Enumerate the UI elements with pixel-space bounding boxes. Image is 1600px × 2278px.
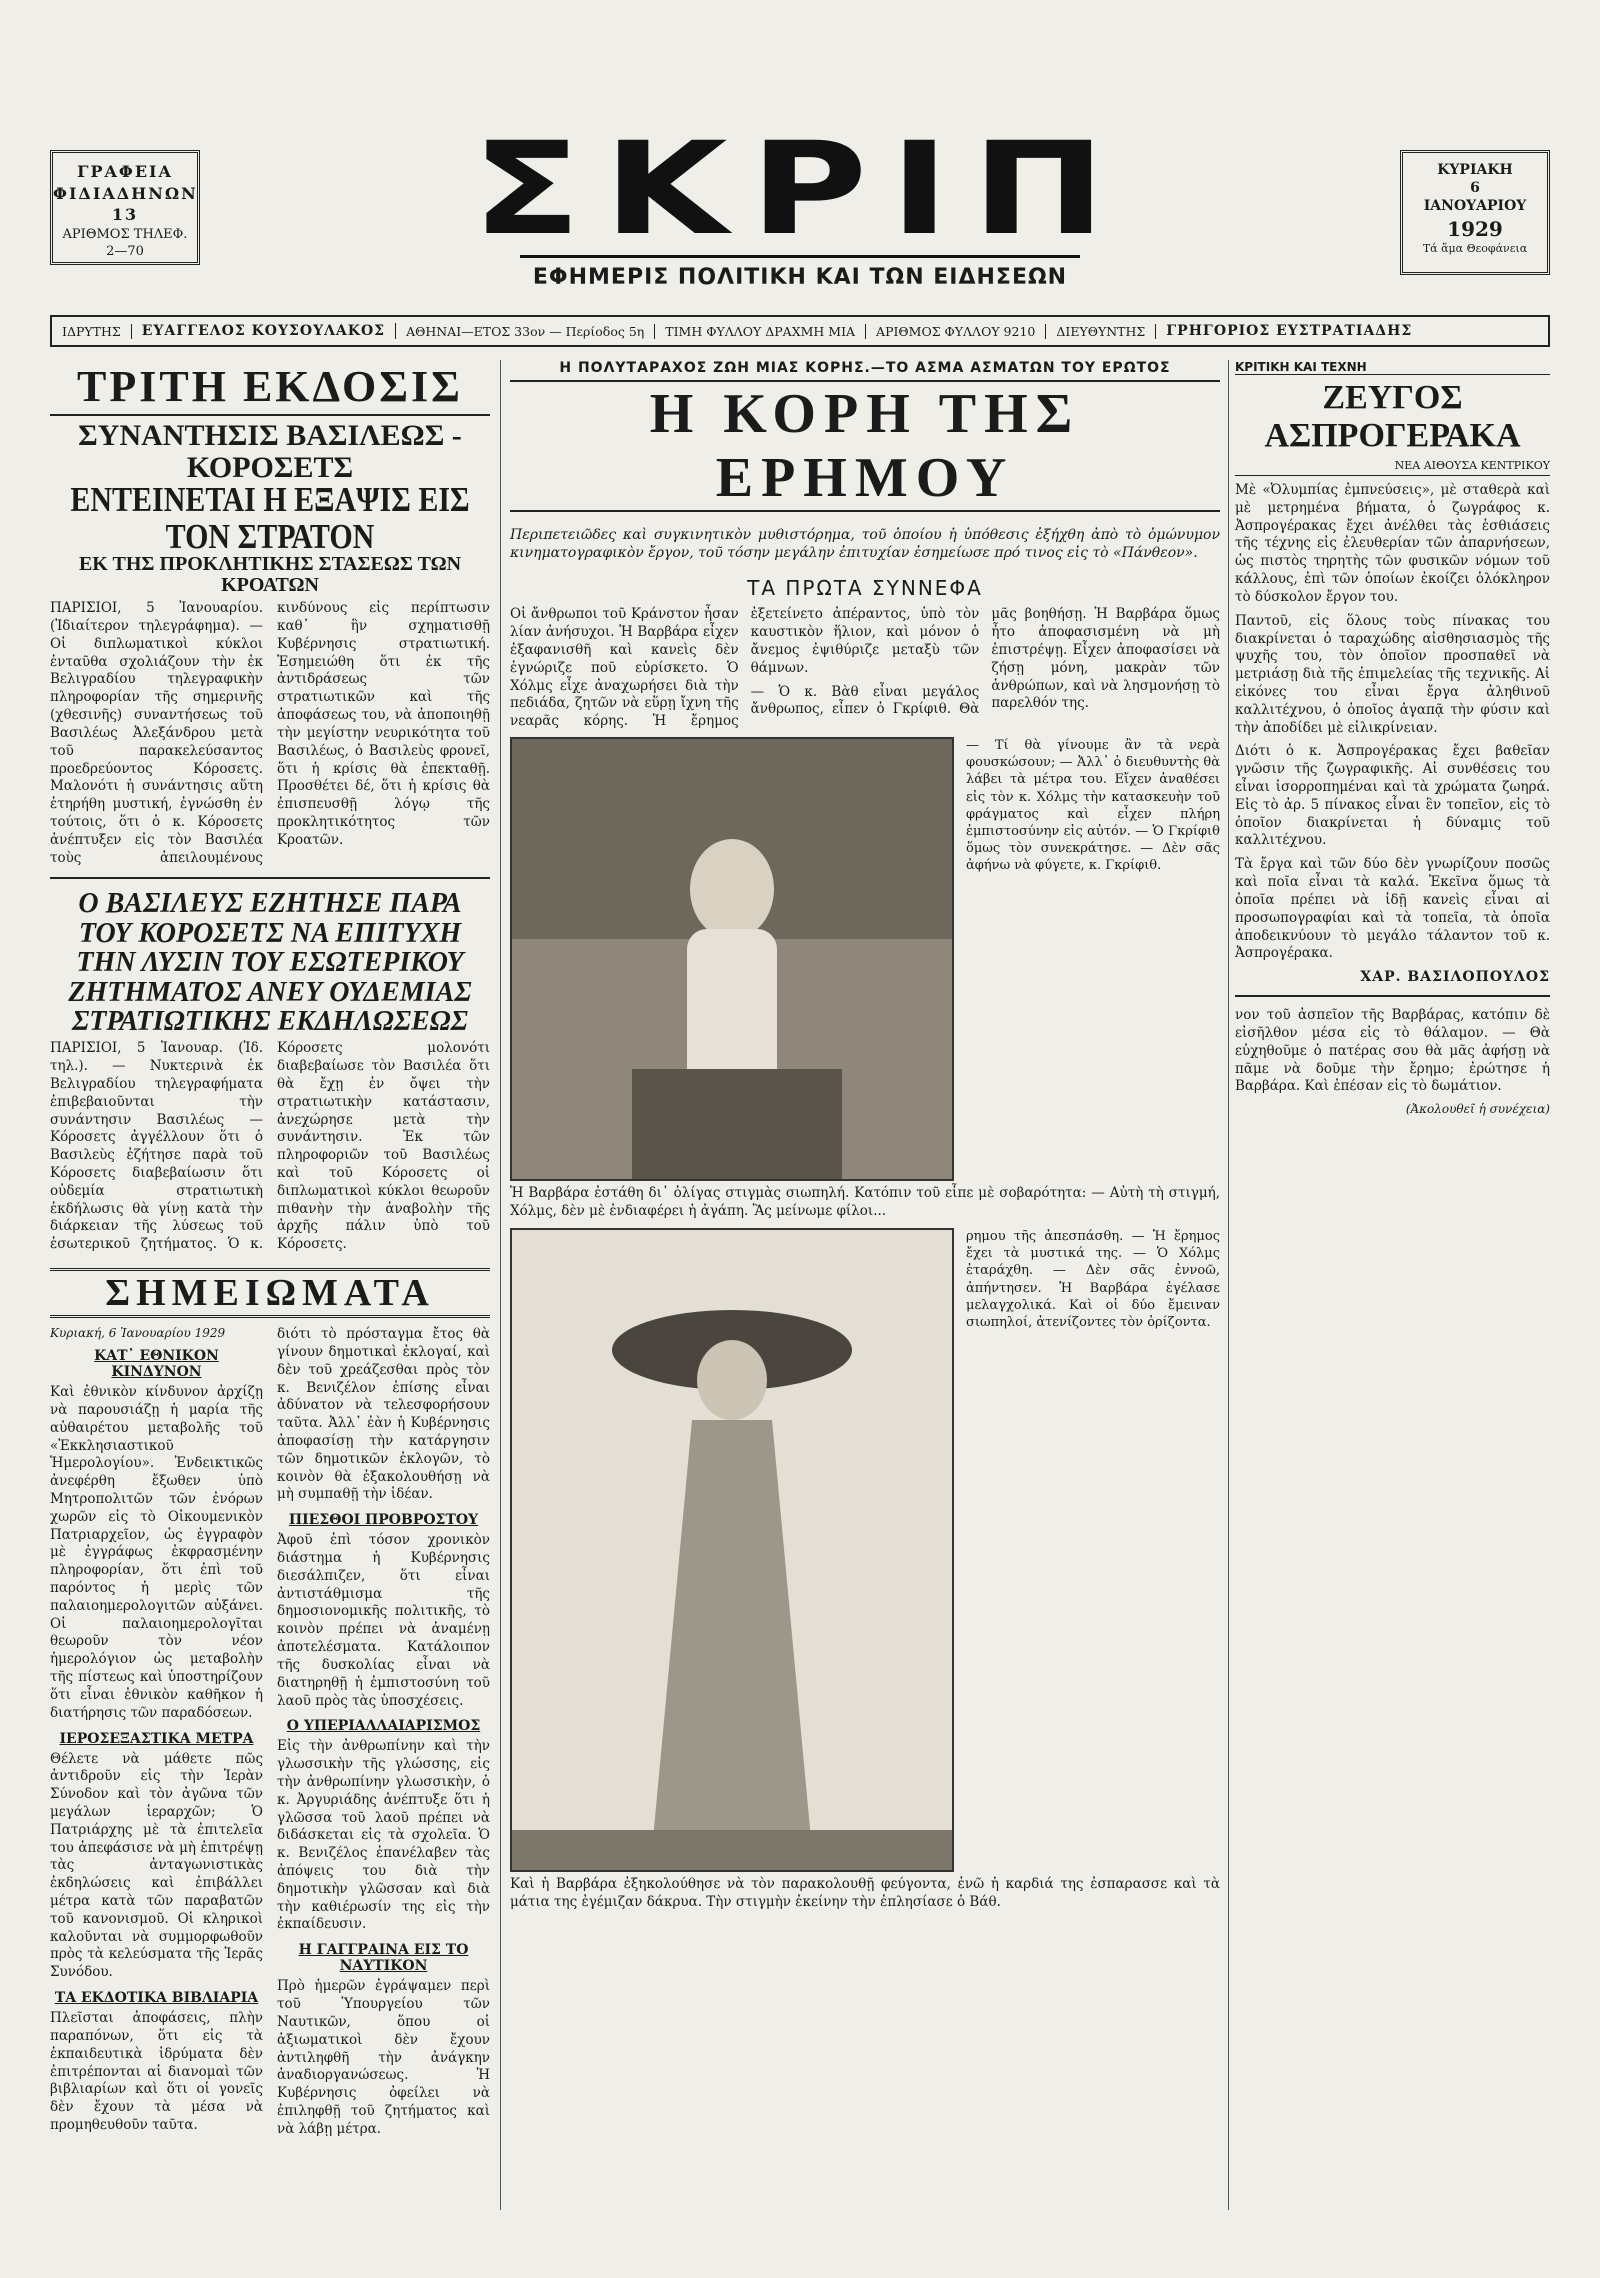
notes-heading: Ο ΥΠΕΡΙΑΛΛΑΙΑΡΙΣΜΟΣ (286, 1718, 481, 1735)
notes-body (50, 1326, 490, 2143)
founder-label: ΙΔΡΥΤΗΣ (52, 324, 132, 339)
serial-paragraph: — Τί θὰ γίνουμε ἂν τὰ νερὰ φουσκώσουν; — Ἀλλ᾽ ὁ διευθυντὴς θὰ λάβει τὰ μέτρα του. Εἴχεν ἀναθέσει εἰς τὸν κ. Χόλμς τὴν κατασκευὴν τοῦ φράγματος καὶ εἶχεν πλήρη ἐμπιστοσύνην εἰς αὐτόν. — Ὁ Γκρίφιθ ὅμως τὸν συνεκράτησε. — Δὲν σᾶς ἀφήνω νὰ φύγετε, κ. Γκρίφιθ. (966, 738, 1220, 874)
chapter-title: ΤΑ ΠΡΩΤΑ ΣΥΝΝΕΦΑ (747, 576, 983, 601)
serial-paragraph: — Ὁ κ. Βὰθ εἶναι μεγάλος ἄνθρωπος, εἶπεν ὁ Γκρίφιθ. Θὰ μᾶς βοηθήσῃ. Ἡ Βαρβάρα ὅμως ἦτο ἀποφασισμένη νὰ μὴ ἐπιστρέψῃ. Εἶχεν ἀποφασίσει νὰ ζήσῃ μόνη, μακρὰν τῶν ἀνθρώπων, καὶ νὰ λησμονήσῃ τὸ παρελθόν της. (750, 606, 1220, 718)
review-title: ΖΕΥΓΟΣ ΑΣΠΡΟΓΕΡΑΚΑ (1264, 379, 1521, 454)
notes-paragraph: διότι τὸ πρόσταγμα ἔτος θὰ γίνουν δημοτικαὶ ἐκλογαί, καὶ δὲν τοῦ χρεάζεσθαι πρὸς τὸν κ. Βενιζέλον ἐπίσης εἶναι ἀδύνατον νὰ τελεσφορήσουν ταῦτα. Ἀλλ᾽ ἐὰν ἡ Κυβέρνησις ἀποφασίσῃ τὴν κατάργησιν τῶν δημοτικῶν ἐκλογῶν, τὸ κοινὸν θὰ ἐξακολουθήσῃ νὰ μὴ συμπαθῇ τὴν ἰδέαν. (277, 1326, 490, 1503)
office-line: ΦΙΔΙΑΔΗΝΩΝ 13 (53, 183, 198, 225)
office-box (50, 150, 200, 265)
serial-title: Η ΚΟΡΗ ΤΗΣ ΕΡΗΜΟΥ (510, 380, 1220, 512)
photo-caption: Ἡ Βαρβάρα ἐστάθη δι᾽ ὀλίγας στιγμὰς σιωπηλή. Κατόπιν τοῦ εἶπε μὲ σοβαρότητα: — Αὐτὴ τὴ στιγμή, Χόλμς, δὲν μὲ ἐνδιαφέρει ἡ ἀγάπη. Ἂς μείνωμε φίλοι... (510, 1185, 1220, 1219)
review-paragraph: Παντοῦ, εἰς ὅλους τοὺς πίνακας του διακρίνεται ὁ ταραχώδης αἰσθησιασμὸς τῆς ψυχῆς του, τὸν ὁποῖον προσπαθεῖ νὰ μετριάσῃ διὰ τῆς ἐπιμελείας τῆς τεχνικῆς. Αἱ εἰκόνες του εἶναι ἔργα ἀληθινοῦ καλλιτέχνου, ὁ ὁποῖος ἀγαπᾷ τὴν φύσιν καὶ τὴν ἀποδίδει μὲ εἰλικρίνειαν. (1235, 612, 1550, 736)
issue-number: ΑΡΙΘΜΟΣ ΦΥΛΛΟΥ 9210 (866, 324, 1046, 339)
office-line: ΑΡΙΘΜΟΣ ΤΗΛΕΦ. (62, 226, 188, 242)
notes-date: Κυριακή, 6 Ἰανουαρίου 1929 (50, 1326, 226, 1341)
date-note: Τά ἅμα Θεοφάνεια (1422, 241, 1528, 255)
review-subtitle: ΝΕΑ ΑΙΘΟΥΣΑ ΚΕΝΤΡΙΚΟΥ (1235, 459, 1550, 476)
notes-heading: ΤΑ ΕΚΔΟΤΙΚΑ ΒΙΒΛΙΑΡΙΑ (54, 1990, 259, 2007)
story-king: ΠΑΡΙΣΙΟΙ, 5 Ἰανουαρ. (Ἰδ. τηλ.). — Νυκτερινὰ ἐκ Βελιγραδίου τηλεγραφήματα ἐπιβεβαιοῦνται τὴν συνάντησιν Βασιλέως — Κόροσετς ἀγγέλλουν ὅτι ὁ Βασιλεὺς ἐζήτησε παρὰ τοῦ Κόροσετς διαβεβαίωσιν ὅτι οὐδεμία στρατιωτικὴ ἐκδήλωσις θὰ γίνῃ κατὰ τὴν διάρκειαν τῆς λύσεως τοῦ ἐσωτερικοῦ ζητήματος. Ὁ κ. Κόροσετς μολονότι διαβεβαίωσε τὸν Βασιλέα ὅτι θὰ ἔχῃ ἐν ὄψει τὴν στρατιωτικὴν κατάστασιν, ἀνεχώρησε μετὰ τὴν συνάντησιν. Ἐκ τῶν πληροφοριῶν τοῦ Βασιλέως καὶ τοῦ Κόροσετς οἱ διπλωματικοὶ κύκλοι θεωροῦν πιθανὴν τὴν ἀναβολὴν τῆς ἀρχῆς πάλιν ὑπὸ τοῦ Κόροσετς. (50, 1040, 490, 1253)
center-column (510, 360, 1220, 2210)
newspaper-subtitle: ΕΦΗΜΕΡΙΣ ΠΟΛΙΤΙΚΗ ΚΑΙ ΤΩΝ ΕΙΔΗΣΕΩΝ (532, 265, 1068, 290)
serial-kicker: Η ΠΟΛΥΤΑΡΑΧΟΣ ΖΩΗ ΜΙΑΣ ΚΟΡΗΣ.—ΤΟ ΑΣΜΑ ΑΣΜΑΤΩΝ ΤΟΥ ΕΡΩΤΟΣ (559, 360, 1171, 376)
notes-paragraph: Πρὸ ἡμερῶν ἐγράψαμεν περὶ τοῦ Ὑπουργείου τῶν Ναυτικῶν, ὅπου οἱ ἀξιωματικοὶ δὲν ἔχουν ἀντιληφθῆ τὴν ἀνάγκην ἀναδιοργανώσεως. Ἡ Κυβέρνησις ὀφείλει νὰ ἐπιληφθῇ τοῦ ζητήματος καὶ νὰ λάβῃ μέτρα. (277, 1978, 490, 2137)
photo-illustration (512, 739, 952, 1179)
serial-paragraph: Οἱ ἄνθρωποι τοῦ Κράνστον ἦσαν λίαν ἀνήσυχοι. Ἡ Βαρβάρα εἶχεν ἐξαφανισθῆ καὶ κανεὶς δὲν ἐγνώριζε ποῦ εὑρίσκετο. Ὁ Χόλμς εἶχε ἀναχωρήσει διὰ τὴν πεδιάδα, ζητῶν νὰ εὕρῃ ἴχνη τῆς νεαρᾶς κόρης. Ἡ ἔρημος ἐξετείνετο ἀπέραντος, ὑπὸ τὸν καυστικὸν ἥλιον, καὶ μόνον ὁ ἄνεμος ἐψιθύριζε μεταξὺ τῶν θάμνων. (510, 606, 980, 730)
serial-paragraph: ρημου τῆς ἀπεσπάσθη. — Ἡ ἔρημος ἔχει τὰ μυστικά της. — Ὁ Χόλμς ἐταράχθη. — Δὲν σᾶς ἐννοῶ, ἀπήντησεν. Ἡ Βαρβάρα ἐγέλασε μελαγχολικά. Καὶ οἱ δύο ἔμειναν σιωπηλοί, ἀτενίζοντες τὸν ὁρίζοντα. (966, 1229, 1220, 1330)
continued-note: (Ἀκολουθεῖ ἡ συνέχεια) (1405, 1102, 1550, 1117)
review-signature: ΧΑΡ. ΒΑΣΙΛΟΠΟΥΛΟΣ (1360, 969, 1550, 986)
newspaper-page (30, 30, 1570, 2248)
headline-croats: ΕΚ ΤΗΣ ΠΡΟΚΛΗΤΙΚΗΣ ΣΤΑΣΕΩΣ ΤΩΝ ΚΡΟΑΤΩΝ (78, 553, 462, 597)
price: ΤΙΜΗ ΦΥΛΛΟΥ ΔΡΑΧΜΗ ΜΙΑ (655, 324, 866, 339)
date-line: ΙΑΝΟΥΑΡΙΟΥ (1423, 198, 1527, 215)
story-meeting: ΠΑΡΙΣΙΟΙ, 5 Ἰανουαρίου. (Ἰδιαίτερον τηλεγράφημα). — Οἱ διπλωματικοὶ κύκλοι ἐνταῦθα σχολιάζουν τὴν ἐκ Βελιγραδίου τηλεγραφικὴν πληροφορίαν τῆς σημερινῆς (χθεσινῆς) συναντήσεως τοῦ Βασιλέως Ἀλεξάνδρου μετὰ τοῦ παρακελεύσαντος προεδρεύοντος Κόροσετς. Μαλονότι ἡ συνάντησις αὕτη ἐτηρήθη μυστική, ἐγνώσθη ἐν τούτοις, ὅτι ὁ κ. Κόροσετς ἀνέπτυξεν εἰς τὸν Βασιλέα τοὺς ἀπειλουμένους κινδύνους εἰς περίπτωσιν καθ᾽ ἣν σχηματισθῇ Κυβέρνησις στρατιωτική. Ἐσημειώθη ὅτι ἐκ τῆς ἀντιδράσεως τῶν στρατιωτικῶν καὶ τῆς ἀποφάσεως του, νὰ ἀποποιηθῇ τὴν μεγίστην νευρικότητα τοῦ Βασιλέως, ὁ Βασιλεὺς φρονεῖ, ὅτι ἡ κρίσις θὰ ἐπεκταθῇ. Προσθέτει δέ, ὅτι ἡ κρίσις θὰ ἐπισπευσθῇ λόγῳ τῆς προκλητικότητος τῶν Κροατῶν. (50, 600, 490, 866)
headline-king: Ο ΒΑΣΙΛΕΥΣ ΕΖΗΤΗΣΕ ΠΑΡΑ ΤΟΥ ΚΟΡΟΣΕΤΣ ΝΑ ΕΠΙΤΥΧΗ ΤΗΝ ΛΥΣΙΝ ΤΟΥ ΕΣΩΤΕΡΙΚΟΥ ΖΗΤΗΜΑΤΟΣ ΑΝΕΥ ΟΥΔΕΜΙΑΣ ΣΤΡΑΤΙΩΤΙΚΗΣ ΕΚΔΗΛΩΣΕΩΣ (68, 888, 472, 1037)
notes-paragraph: Καὶ ἐθνικὸν κίνδυνον ἀρχίζῃ νὰ παρουσιάζῃ ἡ μαρία τῆς αὐθαιρέτου μεταβολῆς τοῦ «Ἐκκλησιαστικοῦ Ἡμερολογίου». Ἐνδεικτικῶς ἀνεφέρθη ἔξωθεν ὑπὸ Μητροπολιτῶν τῶν ἐνόρων χωρῶν εἰς τὸ Οἰκουμενικὸν Πατριαρχεῖον, ὡς ἐγγραφὸν μὲ ἐγγράφως ἐκφρασμένην πληροφορίαν, ὅτι ἐπὶ τοῦ παρόντος ἡ μερὶς τῶν παλαιοημερολογιτῶν αὐξάνει. Οἱ παλαιοημερολογῖται θεωροῦν τὸν νέον ἡμερολόγιον ὡς μεταβολὴν τῆς πίστεως καὶ ὑποστηρίζουν ὅτι εἶναι ἐθνικὸν καθῆκον ἡ διατήρησις τῶν παραδόσεων. (50, 1384, 263, 1721)
office-line: 2—70 (106, 244, 144, 260)
headline-army: ΕΝΤΕΙΝΕΤΑΙ Η ΕΞΑΨΙΣ ΕΙΣ ΤΟΝ ΣΤΡΑΤΟΝ (70, 481, 470, 556)
serial-text-top (510, 606, 1220, 731)
column-divider (500, 360, 501, 2210)
review-kicker: ΚΡΙΤΙΚΗ ΚΑΙ ΤΕΧΝΗ (1235, 360, 1550, 375)
photo-caption: Καὶ ἡ Βαρβάρα ἐξηκολούθησε νὰ τὸν παρακολουθῇ φεύγοντα, ἐνῶ ἡ καρδιά της ἐσπαρασσε καὶ τὰ μάτια της ἐγέμιζαν δάκρυα. Τὴν στιγμὴν ἐκείνην τὴν ἐπλησίασε ὁ Βάθ. (510, 1876, 1220, 1910)
notes-heading: ΠΙΕΣΘΟΙ ΠΡΟΒΡΟΣΤΟΥ (288, 1512, 479, 1529)
photo-illustration (512, 1230, 952, 1870)
review-paragraph: Τὰ ἔργα καὶ τῶν δύο δὲν γνωρίζουν ποσῶς καὶ ποῖα εἶναι τὰ καλά. Ἐκεῖνα ὅμως τὰ ὁποῖα πρέπει νὰ ἰδῇ κανεὶς εἶναι αἱ προσωπογραφίαι καὶ τὰ τοπεῖα, τὰ ὁποῖα ἀποδεικνύουν τὸ μεγάλο τάλαντον τοῦ κ. Ἀσπρογέρακα. (1235, 856, 1550, 962)
notes-paragraph: Ἀφοῦ ἐπὶ τόσον χρονικὸν διάστημα ἡ Κυβέρνησις διεσάλπιζεν, ὅτι εἶναι ἀντιστάθμισμα τῆς δημοσιονομικῆς πολιτικῆς, τὸ κοινὸν πρέπει νὰ ἀναμένῃ ἀποτελέσματα. Κατάλοιπον τῆς δυσκολίας εἶναι νὰ διατηρηθῇ ἡ ἐμπιστοσύνη τοῦ λαοῦ πρὸς τὰς ὑποσχέσεις. (277, 1532, 490, 1709)
divider (1235, 995, 1550, 997)
headline-meeting: ΣΥΝΑΝΤΗΣΙΣ ΒΑΣΙΛΕΩΣ - ΚΟΡΟΣΕΤΣ (78, 419, 462, 484)
serial-continuation: νον τοῦ ἀσπεῖον τῆς Βαρβάρας, κατόπιν δὲ εἰσῆλθον μέσα εἰς τὸ θάλαμον. — Θὰ εὐχηθοῦμε ὁ πατέρας σου θὰ μᾶς ἀφήσῃ νὰ πᾶμε νὰ δοῦμε τὴν ἔρημο; ἐρώτησε ἡ Βαρβάρα. Καὶ ἐπέσαν εἰς τὸ δωμάτιον. (1235, 1007, 1550, 1095)
notes-title: ΣΗΜΕΙΩΜΑΤΑ (50, 1268, 490, 1318)
notes-paragraph: Θέλετε νὰ μάθετε πῶς ἀντιδροῦν εἰς τὴν Ἱερὰν Σύνοδον καὶ τὸν ἀγῶνα τῶν μεγάλων ἱεραρχῶν; Ὁ Πατριάρχης μὲ τὰ ἐπιτελεῖα του ἀπεφάσισε νὰ μὴ ἐπιτρέψῃ τὰς ἀνταγωνιστικὰς ἐκδηλώσεις καὶ ἐπιβάλλει μέτρα κατὰ τῶν παραβατῶν τοῦ κανονισμοῦ. Οἱ κληρικοὶ καλοῦνται νὰ συμμορφωθοῦν πρὸς τὰ κελεύσματα τῆς Ἱερᾶς Συνόδου. (50, 1750, 263, 1981)
right-column (1235, 360, 1550, 2210)
city-year: ΑΘΗΝΑΙ—ΕΤΟΣ 33ον — Περίοδος 5η (396, 324, 655, 339)
masthead-rule (520, 255, 1080, 258)
serial-lede: Περιπετειῶδες καὶ συγκινητικὸν μυθιστόρημα, τοῦ ὁποίου ἡ ὑπόθεσις ἐξήχθη ἀπὸ τὸ ὁμώνυμον κινηματογραφικὸν ἔργον, τοῦ τόσην μεγάλην ἐπιτυχίαν ἐσημείωσε πρό τινος εἰς τὸ «Πάνθεον». (510, 527, 1220, 562)
notes-paragraph: Πλεῖσται ἀποφάσεις, πλὴν παραπόνων, ὅτι εἰς τὰ ἐκπαιδευτικὰ ἱδρύματα δὲν ἐπιτρέπονται αἱ διανομαὶ τῶν βιβλιαρίων καὶ ὅτι οἱ γονεῖς δὲν ἔχουν τὰ μέσα νὰ προμηθευθοῦν ταῦτα. (50, 2010, 263, 2133)
column-divider (1228, 360, 1229, 2210)
notes-heading: ΙΕΡΟΣΕΞΑΣΤΙΚΑ ΜΕΤΡΑ (59, 1730, 254, 1747)
notes-heading: Η ΓΑΓΓΡΑΙΝΑ ΕΙΣ ΤΟ ΝΑΥΤΙΚΟΝ (298, 1942, 469, 1975)
divider (50, 877, 490, 879)
review-paragraph: Μὲ «Ὀλυμπίας ἐμπνεύσεις», μὲ σταθερὰ καὶ μὲ μετρημένα βήματα, ὁ ζωγράφος κ. Ἀσπρογέρακας ἔχει ἀνέλθει τὰς ἑσθιάσεις τῆς τέχνης εἰς ἐλευθερίαν τῶν ἀπαρνήσεων, ὡς πιστὸς τηρητὴς τῶν φυσικῶν νόμων τοῦ κάλλους, ἐπὶ τῶν ὁποίων ἐκοίζει ὁλόκληρον τὸ δύσκολον ἔργον του. (1235, 482, 1550, 605)
founder-name (132, 323, 396, 339)
edition-headline: ΤΡΙΤΗ ΕΚΔΟΣΙΣ (50, 364, 490, 416)
director-name (1156, 323, 1422, 339)
photo-row-1 (510, 737, 1220, 1181)
date-line: 6 (1470, 180, 1480, 197)
founder-value: ΕΥΑΓΓΕΛΟΣ ΚΟΥΣΟΥΛΑΚΟΣ (141, 323, 386, 339)
date-box (1400, 150, 1550, 275)
notes-heading: ΚΑΤ᾽ ΕΘΝΙΚΟΝ ΚΙΝΔΥΝΟΝ (94, 1348, 219, 1381)
director-label: ΔΙΕΥΘΥΝΤΗΣ (1046, 324, 1156, 339)
masthead (50, 115, 1550, 300)
newspaper-logo: ΣΚΡΙΠ (471, 115, 1129, 264)
notes-paragraph: Εἰς τὴν ἀνθρωπίνην καὶ τὴν γλωσσικὴν τῆς γλώσσης, εἰς τὴν ἀνθρωπίνην γλωσσικὴν, ὁ κ. Ἀργυριάδης ἀνέπτυξε ὅτι ἡ γλῶσσα τοῦ λαοῦ πρέπει νὰ διδάσκεται εἰς τὰ σχολεῖα. Ὁ κ. Βενιζέλος ἐπανέλαβεν τὰς ἀπόψεις του διὰ τὴν δημοτικὴν γλῶσσαν καὶ διὰ τὴν καθιέρωσίν της εἰς τὴν ἐκπαίδευσιν. (277, 1738, 490, 1933)
photo-row-2 (510, 1228, 1220, 1872)
office-line: ΓΡΑΦΕΙΑ (77, 162, 173, 181)
photo-woman-seated (510, 737, 954, 1181)
info-bar (50, 315, 1550, 347)
date-line: ΚΥΡΙΑΚΗ (1437, 162, 1513, 178)
director-value: ΓΡΗΓΟΡΙΟΣ ΕΥΣΤΡΑΤΙΑΔΗΣ (1166, 323, 1413, 339)
left-column (50, 360, 490, 2210)
date-line: 1929 (1447, 216, 1503, 241)
photo-woman-standing (510, 1228, 954, 1872)
review-paragraph: Διότι ὁ κ. Ἀσπρογέρακας ἔχει βαθεῖαν γνῶσιν τῆς ζωγραφικῆς. Αἱ συνθέσεις του εἶναι ἰσορροπημέναι καὶ τὰ χρώματα ζωηρά. Εἰς τὸ ἀρ. 5 πίνακος εἶναι ἓν τοπεῖον, εἰς τὸ ὁποῖον διακρίνεται ἡ δύναμις τοῦ καλλιτέχνου. (1235, 743, 1550, 849)
